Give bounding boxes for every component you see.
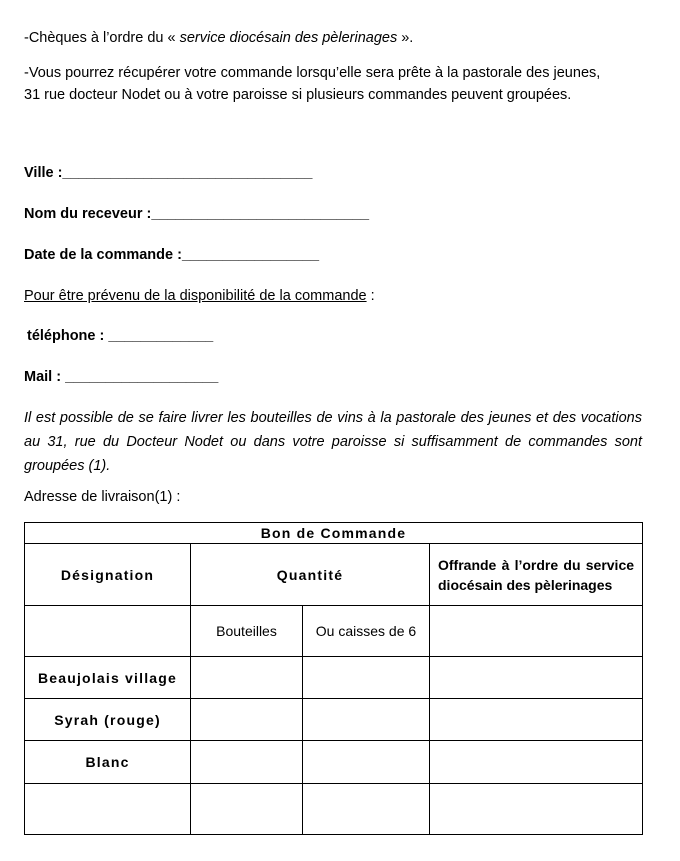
ville-label: Ville : bbox=[24, 165, 63, 181]
quantity-bouteilles-cell[interactable] bbox=[191, 784, 303, 835]
quantity-bouteilles-cell[interactable] bbox=[191, 657, 303, 699]
header-designation: Désignation bbox=[25, 544, 191, 606]
table-header-row bbox=[25, 544, 643, 606]
telephone-field[interactable] bbox=[27, 328, 213, 344]
table-row bbox=[25, 657, 643, 699]
mail-label: Mail : bbox=[24, 369, 66, 385]
table-row bbox=[25, 699, 643, 741]
ville-field[interactable] bbox=[24, 165, 312, 181]
receveur-label: Nom du receveur : bbox=[24, 206, 152, 222]
mail-field[interactable] bbox=[24, 369, 218, 385]
header-quantite: Quantité bbox=[191, 544, 430, 606]
wine-empty[interactable] bbox=[25, 784, 191, 835]
table-row bbox=[25, 741, 643, 784]
cheques-payee: service diocésain des pèlerinages bbox=[179, 30, 398, 46]
delivery-note: Il est possible de se faire livrer les bouteilles de vins à la pastorale des jeunes et des vocations au 31, rue du Docteur Nodet ou dans votre paroisse si suffisamment de commandes sont groupées (1). bbox=[24, 410, 642, 474]
order-table bbox=[24, 522, 643, 835]
table-cell bbox=[25, 606, 191, 657]
table-title: Bon de Commande bbox=[25, 523, 643, 544]
pickup-line-1: -Vous pourrez récupérer votre commande lorsqu’elle sera prête à la pastorale des jeunes, bbox=[24, 65, 601, 81]
table-subheader-row bbox=[25, 606, 643, 657]
mail-blank: ___________________ bbox=[65, 369, 219, 385]
date-label: Date de la commande : bbox=[24, 247, 182, 263]
ville-blank: _______________________________ bbox=[62, 165, 313, 181]
table-cell bbox=[430, 606, 643, 657]
table-row bbox=[25, 784, 643, 835]
quantity-caisses-cell[interactable] bbox=[303, 784, 430, 835]
quantity-bouteilles-cell[interactable] bbox=[191, 741, 303, 784]
header-offrande: Offrande à l’ordre du service diocésain des pèlerinages bbox=[430, 544, 643, 606]
offrande-cell[interactable] bbox=[430, 784, 643, 835]
quantity-caisses-cell[interactable] bbox=[303, 741, 430, 784]
offrande-cell[interactable] bbox=[430, 657, 643, 699]
quantity-caisses-cell[interactable] bbox=[303, 657, 430, 699]
quantity-bouteilles-cell[interactable] bbox=[191, 699, 303, 741]
offrande-cell[interactable] bbox=[430, 741, 643, 784]
date-blank: _________________ bbox=[181, 247, 320, 263]
prevenu-label: Pour être prévenu de la disponibilité de la commande bbox=[24, 288, 367, 304]
telephone-blank: _____________ bbox=[108, 328, 214, 344]
cheques-line: -Chèques à l’ordre du « service diocésain des pèlerinages ». bbox=[24, 30, 414, 46]
delivery-address-label: Adresse de livraison(1) : bbox=[24, 489, 181, 505]
receveur-field[interactable] bbox=[24, 206, 369, 222]
subheader-bouteilles: Bouteilles bbox=[191, 606, 303, 657]
quantity-caisses-cell[interactable] bbox=[303, 699, 430, 741]
table-title-row bbox=[25, 523, 643, 544]
wine-syrah: Syrah (rouge) bbox=[25, 699, 191, 741]
prevenu-heading: Pour être prévenu de la disponibilité de la commande : bbox=[24, 288, 375, 304]
pickup-line-2: 31 rue docteur Nodet ou à votre paroisse si plusieurs commandes peuvent groupées. bbox=[24, 87, 572, 103]
offrande-cell[interactable] bbox=[430, 699, 643, 741]
subheader-caisses: Ou caisses de 6 bbox=[303, 606, 430, 657]
receveur-blank: ___________________________ bbox=[151, 206, 370, 222]
wine-beaujolais: Beaujolais village bbox=[25, 657, 191, 699]
date-commande-field[interactable] bbox=[24, 247, 319, 263]
wine-blanc: Blanc bbox=[25, 741, 191, 784]
telephone-label: téléphone : bbox=[27, 328, 109, 344]
